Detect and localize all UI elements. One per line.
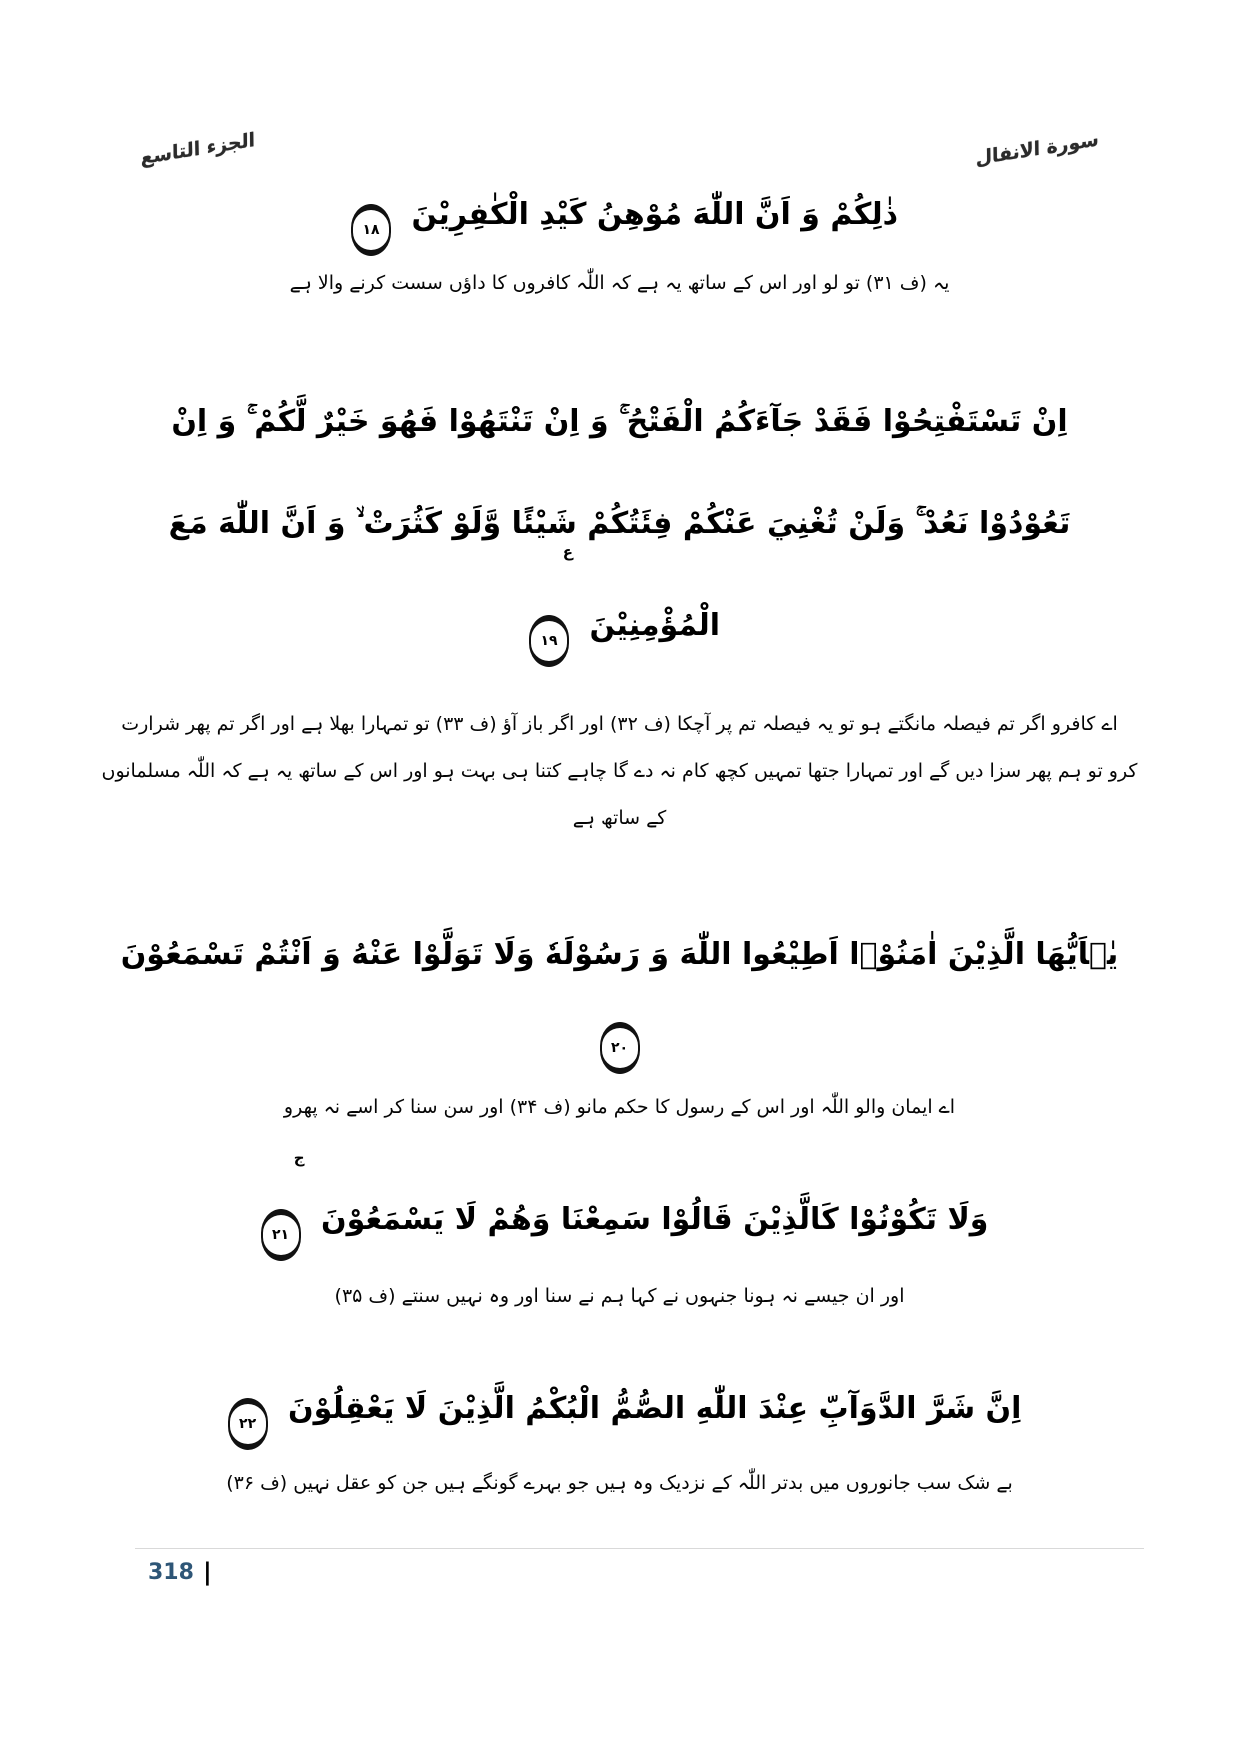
- verse-19-block: [100, 371, 1139, 842]
- jeem-pause-mark: ج: [293, 1149, 305, 1167]
- verse-19-text-end: الْمُؤْمِنِيْنَ: [589, 608, 720, 643]
- verse-19-medallion-wrap: [519, 543, 579, 677]
- page-number: 318: [148, 1559, 194, 1585]
- verse-19-number: ١٩: [540, 633, 558, 649]
- verse-19-arabic-line-2: تَعُوْدُوْا نَعُدْ ۚ وَلَنْ تُغْنِيَ عَنْكُمْ فِئَتُكُمْ شَيْئًا وَّلَوْ كَثُرَتْ ۙ وَ اَنَّ اللّٰهَ مَعَ: [168, 506, 1071, 541]
- verse-19-urdu-line-2: کرو تو ہم پھر سزا دیں گے اور تمہارا جتھا تمہیں کچھ کام نہ دے گا چاہے کتنا ہی بہت ہو اور اس کے ساتھ یہ ہے کہ اللّٰہ مسلمانوں: [101, 760, 1138, 782]
- verse-19-arabic: [100, 371, 1139, 677]
- verse-18-urdu-translation: [100, 260, 1139, 307]
- verse-18-number: ١٨: [362, 222, 380, 238]
- verse-22-block: [100, 1370, 1139, 1507]
- verse-22-number: ٢٢: [239, 1416, 257, 1432]
- verse-18-block: [100, 176, 1139, 307]
- ruku-pause-mark: ع: [562, 543, 573, 561]
- verse-21-urdu-text: اور ان جیسے نہ ہونا جنہوں نے کہا ہم نے سنا اور وہ نہیں سنتے (ف ۳۵): [334, 1285, 905, 1307]
- verse-22-end-medallion: [228, 1398, 268, 1450]
- verse-19-arabic-line-3: [100, 543, 1139, 677]
- verse-18-arabic: [100, 176, 1139, 256]
- verse-19-end-medallion: [529, 615, 569, 667]
- verse-22-urdu-text: بے شک سب جانوروں میں بدتر اللّٰہ کے نزدیک وہ ہیں جو بہرے گونگے ہیں جن کو عقل نہیں (ف ۳۶): [226, 1472, 1013, 1494]
- page-footer: [148, 1558, 212, 1586]
- verse-20-text: يٰۤاَيُّهَا الَّذِيْنَ اٰمَنُوْۤا اَطِيْعُوا اللّٰهَ وَ رَسُوْلَهٗ وَلَا تَوَلَّوْا عَنْهُ وَ اَنْتُمْ تَسْمَعُوْنَ: [120, 937, 1119, 972]
- verse-18-end-medallion: [351, 204, 391, 256]
- footer-divider: [135, 1548, 1144, 1549]
- verse-20-number: ٢٠: [610, 1040, 629, 1056]
- verse-20-urdu-translation: [100, 1084, 1139, 1131]
- verse-21-number: ٢١: [272, 1227, 290, 1243]
- verse-21-arabic: [100, 1149, 1139, 1261]
- verse-21-end-medallion: [261, 1209, 301, 1261]
- verse-19-arabic-line-1: اِنْ تَسْتَفْتِحُوْا فَقَدْ جَآءَكُمُ الْفَتْحُ ۚ وَ اِنْ تَنْتَهُوْا فَهُوَ خَيْرٌ لَّكُمْ ۚ وَ اِنْ: [171, 404, 1068, 439]
- verse-19-urdu-line-1: اے کافرو اگر تم فیصلہ مانگتے ہو تو یہ فیصلہ تم پر آچکا (ف ۳۲) اور اگر باز آؤ (ف ۳۳) تو تمہارا بھلا ہے اور اگر تم پھر شرارت: [121, 713, 1118, 735]
- verse-19-urdu-line-3: کے ساتھ ہے: [572, 807, 667, 829]
- verse-20-block: [100, 916, 1139, 1131]
- verse-20-end-medallion: [600, 1022, 640, 1074]
- page-header: [140, 0, 1099, 170]
- verse-21-block: [100, 1149, 1139, 1320]
- surah-calligraphy-mark: سورة الانفال: [975, 128, 1099, 170]
- verse-22-arabic: [100, 1370, 1139, 1450]
- verse-19-urdu-translation: [100, 701, 1139, 842]
- verse-20-urdu-text: اے ایمان والو اللّٰہ اور اس کے رسول کا حکم مانو (ف ۳۴) اور سن سنا کر اسے نہ پھرو: [283, 1096, 956, 1118]
- footer-separator-bar: |: [202, 1558, 212, 1586]
- verse-21-medallion-wrap: [251, 1149, 311, 1261]
- verse-22-text: اِنَّ شَرَّ الدَّوَآبِّ عِنْدَ اللّٰهِ الصُّمُّ الْبُكْمُ الَّذِيْنَ لَا يَعْقِلُوْنَ: [288, 1391, 1022, 1426]
- verse-21-text: وَلَا تَكُوْنُوْا كَالَّذِيْنَ قَالُوْا سَمِعْنَا وَهُمْ لَا يَسْمَعُوْنَ: [321, 1202, 989, 1237]
- verse-18-text: ذٰلِكُمْ وَ اَنَّ اللّٰهَ مُوْهِنُ كَيْدِ الْكٰفِرِيْنَ: [411, 197, 898, 232]
- verse-18-urdu-text: یہ (ف ۳۱) تو لو اور اس کے ساتھ یہ ہے کہ اللّٰہ کافروں کا داؤں سست کرنے والا ہے: [289, 272, 950, 294]
- verse-22-urdu-translation: [100, 1460, 1139, 1507]
- verse-20-arabic: [100, 916, 1139, 1074]
- quran-page: [100, 0, 1139, 1507]
- verse-21-urdu-translation: [100, 1273, 1139, 1320]
- juz-calligraphy-mark: الجزء التاسع: [140, 128, 256, 170]
